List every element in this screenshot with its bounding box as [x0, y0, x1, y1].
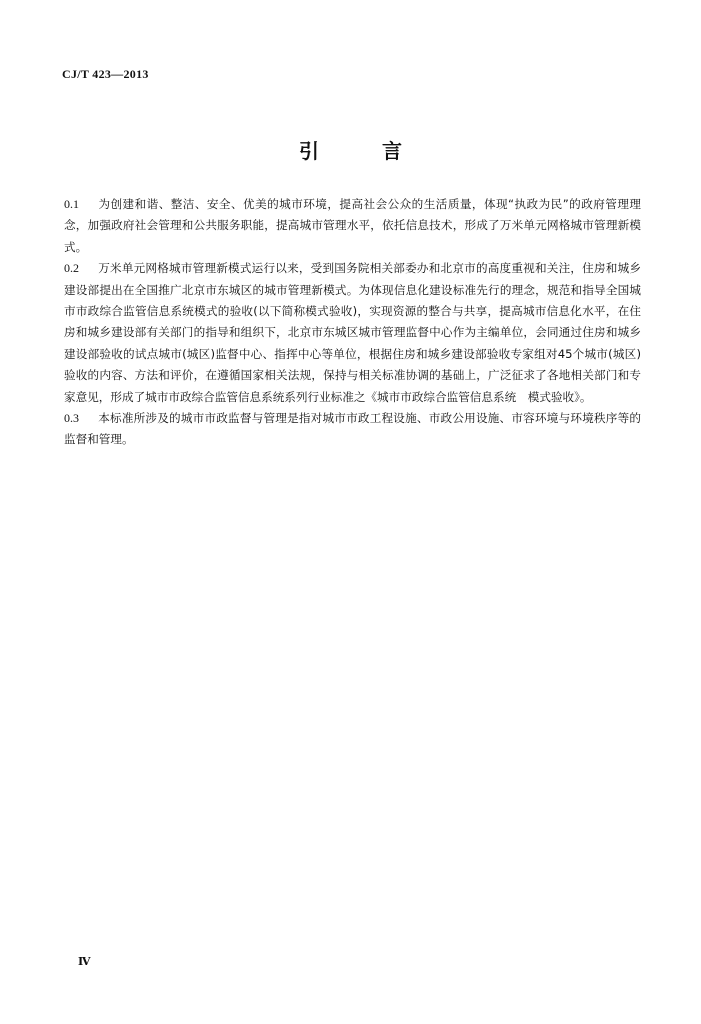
clause-number: 0.2: [64, 261, 79, 276]
page-title: 引 言: [299, 139, 430, 163]
standard-code: CJ/T 423—2013: [62, 67, 149, 81]
paragraph-0-1: [64, 194, 641, 258]
page-number: Ⅳ: [78, 956, 91, 968]
paragraph-text: 本标准所涉及的城市市政监督与管理是指对城市市政工程设施、市政公用设施、市容环境与环境秩序等的监督和管理。: [64, 411, 641, 447]
introduction-body: [64, 194, 641, 451]
paragraph-0-2: [64, 258, 641, 408]
paragraph-0-3: [64, 408, 641, 451]
clause-number: 0.1: [64, 197, 79, 211]
clause-number: 0.3: [64, 411, 79, 426]
paragraph-text: 万米单元网格城市管理新模式运行以来，受到国务院相关部委办和北京市的高度重视和关注，住房和城乡建设部提出在全国推广北京市东城区的城市管理新模式。为体现信息化建设标准先行的理念，规范和指导全国城市市政综合监管信息系统模式的验收(以下简称模式验收)，实现资源的整合与共享，提高城市信息化水平，在住房和城乡建设部有关部门的指导和组织下，北京市东城区城市管理监督中心作为主编单位，会同通过住房和城乡建设部验收的试点城市(城区)监督中心、指挥中心等单位，根据住房和城乡建设部验收专家组对45个城市(城区)验收的内容、方法和评价，在遵循国家相关法规，保持与相关标准协调的基础上，广泛征求了各地相关部门和专家意见，形成了城市市政综合监管信息系统系列行业标准之《城市市政综合监管信息系统 模式验收》。: [64, 261, 641, 404]
paragraph-text: 为创建和谐、整洁、安全、优美的城市环境，提高社会公众的生活质量，体现“执政为民”的政府管理理念，加强政府社会管理和公共服务职能，提高城市管理水平，依托信息技术，形成了万米单元网格城市管理新模式。: [64, 197, 641, 254]
